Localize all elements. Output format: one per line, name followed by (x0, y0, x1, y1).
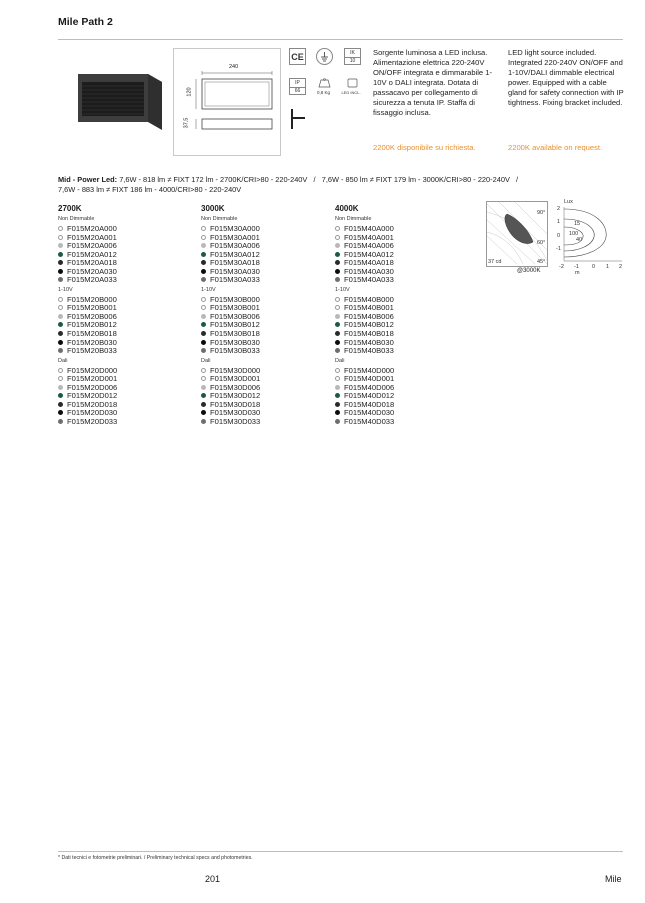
code-list (58, 367, 188, 427)
code-list (58, 225, 188, 285)
product-code: F015M40D018 (344, 399, 395, 409)
product-code: F015M40D033 (344, 416, 395, 426)
product-code: F015M20D012 (67, 391, 118, 401)
finish-color-dot-icon (335, 297, 340, 302)
finish-color-dot-icon (335, 410, 340, 415)
finish-color-dot-icon (201, 252, 206, 257)
product-code: F015M40A001 (344, 232, 394, 242)
group-label: Dali (201, 357, 211, 364)
finish-color-dot-icon (201, 340, 206, 345)
product-code: F015M20D030 (67, 408, 118, 418)
finish-color-dot-icon (201, 226, 206, 231)
y-tick-2: 2 (557, 206, 561, 212)
group-label: Dali (335, 357, 345, 364)
column-2700k (58, 204, 188, 426)
product-code: F015M30B033 (210, 346, 260, 356)
column-heading: 4000K (335, 204, 359, 213)
product-code: F015M40D030 (344, 408, 395, 418)
finish-color-dot-icon (58, 402, 63, 407)
group-label: 1-10V (201, 286, 216, 293)
finish-color-dot-icon (335, 314, 340, 319)
product-code: F015M30A012 (210, 249, 260, 259)
product-code: F015M20B000 (67, 294, 117, 304)
product-code: F015M20B001 (67, 303, 117, 313)
dimension-width: 240 (229, 64, 239, 70)
finish-color-dot-icon (58, 393, 63, 398)
ground-symbol-icon (316, 48, 333, 65)
product-code: F015M30A000 (210, 224, 260, 233)
finish-color-dot-icon (335, 243, 340, 248)
product-code: F015M20D033 (67, 416, 118, 426)
finish-color-dot-icon (58, 297, 63, 302)
brand-name: Mile (605, 874, 622, 884)
product-code: F015M40D000 (344, 365, 395, 375)
product-code: F015M40A030 (344, 266, 394, 276)
weight-icon: 0,8 Kg (316, 78, 333, 95)
finish-color-dot-icon (335, 277, 340, 282)
finish-color-dot-icon (58, 269, 63, 274)
product-code: F015M40A033 (344, 275, 394, 285)
list-item (201, 418, 331, 427)
finish-color-dot-icon (201, 314, 206, 319)
page-number: 201 (205, 874, 221, 884)
x-tick-1: 1 (606, 264, 610, 270)
note-english: 2200K available on request. (508, 143, 603, 152)
product-code: F015M30D012 (210, 391, 261, 401)
product-code: F015M40B030 (344, 337, 394, 347)
technical-drawing (173, 48, 281, 156)
product-code: F015M30D000 (210, 365, 261, 375)
ik-rating-icon: IK 10 (344, 48, 361, 65)
list-item (201, 347, 331, 356)
finish-color-dot-icon (335, 402, 340, 407)
finish-color-dot-icon (201, 322, 206, 327)
finish-color-dot-icon (335, 235, 340, 240)
ring-label-100: 100 (569, 231, 579, 237)
finish-color-dot-icon (58, 322, 63, 327)
product-code: F015M40B001 (344, 303, 394, 313)
y-tick-minus-1: -1 (556, 246, 561, 252)
code-list (335, 367, 465, 427)
x-tick-2: 2 (619, 264, 623, 270)
code-list (201, 296, 331, 356)
x-tick-minus-1: -1 (574, 264, 579, 270)
product-code: F015M30A033 (210, 275, 260, 285)
finish-color-dot-icon (58, 226, 63, 231)
product-code: F015M30A030 (210, 266, 260, 276)
product-code: F015M40B000 (344, 294, 394, 304)
product-code: F015M20B012 (67, 320, 117, 330)
product-code: F015M40B033 (344, 346, 394, 356)
group-label: Non Dimmable (335, 216, 372, 222)
header-divider (58, 39, 623, 40)
list-item (335, 418, 465, 427)
y-tick-0: 0 (557, 233, 561, 239)
finish-color-dot-icon (335, 368, 340, 373)
finish-color-dot-icon (201, 376, 206, 381)
column-heading: 3000K (201, 204, 225, 213)
code-list (201, 225, 331, 285)
finish-color-dot-icon (335, 385, 340, 390)
product-code: F015M40A006 (344, 241, 394, 251)
page-title: Mile Path 2 (58, 16, 113, 28)
x-tick-minus-2: -2 (559, 264, 564, 270)
x-tick-0: 0 (592, 264, 596, 270)
angle-90-label: 90° (537, 210, 546, 216)
product-code: F015M30D018 (210, 399, 261, 409)
product-code: F015M40D001 (344, 374, 395, 384)
product-code: F015M20D018 (67, 399, 118, 409)
product-code: F015M40A000 (344, 224, 394, 233)
description-italian: Sorgente luminosa a LED inclusa. Alimentazione elettrica 220-240V ON/OFF integrata e dimmarabile 1-10V o DALI integrata. Dotata di passacavo per collegamento di sicurezza a tenuta IP. Staffa di fissaggio inclusa. (373, 48, 493, 117)
finish-color-dot-icon (58, 260, 63, 265)
product-code: F015M30D006 (210, 382, 261, 392)
product-code: F015M30B030 (210, 337, 260, 347)
product-code: F015M20D001 (67, 374, 118, 384)
product-code: F015M30D030 (210, 408, 261, 418)
column-4000k (335, 204, 465, 426)
finish-color-dot-icon (58, 235, 63, 240)
product-code: F015M30B018 (210, 329, 260, 339)
product-image (64, 62, 166, 152)
product-code: F015M20B006 (67, 311, 117, 321)
list-item (58, 347, 188, 356)
finish-color-dot-icon (335, 260, 340, 265)
finish-color-dot-icon (201, 419, 206, 424)
finish-color-dot-icon (201, 385, 206, 390)
finish-color-dot-icon (201, 243, 206, 248)
product-code: F015M40A012 (344, 249, 394, 259)
product-code: F015M20A006 (67, 241, 117, 251)
finish-color-dot-icon (201, 260, 206, 265)
finish-color-dot-icon (58, 305, 63, 310)
product-code: F015M20B030 (67, 337, 117, 347)
product-code: F015M20B018 (67, 329, 117, 339)
product-code: F015M20B033 (67, 346, 117, 356)
product-code: F015M40B006 (344, 311, 394, 321)
finish-color-dot-icon (201, 331, 206, 336)
list-item (201, 276, 331, 285)
y-tick-1: 1 (557, 219, 561, 225)
product-code: F015M40B018 (344, 329, 394, 339)
dimension-height: 120 (186, 87, 193, 97)
list-item (58, 418, 188, 427)
ip-rating-icon: IP 66 (289, 78, 306, 95)
finish-color-dot-icon (201, 410, 206, 415)
photometry-temperature: @3000K (517, 268, 541, 274)
product-code: F015M30A018 (210, 258, 260, 268)
finish-color-dot-icon (335, 305, 340, 310)
code-list (335, 296, 465, 356)
finish-color-dot-icon (201, 235, 206, 240)
finish-color-dot-icon (335, 226, 340, 231)
product-code: F015M40B012 (344, 320, 394, 330)
ce-mark-icon: CE (289, 48, 306, 65)
led-included-icon: LED INCL. (344, 78, 361, 95)
product-code: F015M30B001 (210, 303, 260, 313)
product-code: F015M20A001 (67, 232, 117, 242)
finish-color-dot-icon (201, 368, 206, 373)
list-item (335, 276, 465, 285)
finish-color-dot-icon (335, 331, 340, 336)
product-code: F015M30B012 (210, 320, 260, 330)
column-heading: 2700K (58, 204, 82, 213)
finish-color-dot-icon (201, 269, 206, 274)
finish-color-dot-icon (58, 376, 63, 381)
product-code: F015M30B006 (210, 311, 260, 321)
product-code: F015M40D006 (344, 382, 395, 392)
finish-color-dot-icon (335, 348, 340, 353)
finish-color-dot-icon (58, 348, 63, 353)
group-label: 1-10V (335, 286, 350, 293)
dimension-depth: 37,5 (183, 117, 190, 129)
finish-color-dot-icon (58, 243, 63, 248)
ring-label-40: 40 (576, 237, 583, 243)
product-code: F015M20A033 (67, 275, 117, 285)
product-code: F015M30D033 (210, 416, 261, 426)
finish-color-dot-icon (58, 385, 63, 390)
finish-color-dot-icon (335, 393, 340, 398)
finish-color-dot-icon (58, 314, 63, 319)
angle-45-label: 45° (537, 259, 546, 265)
footer-divider (58, 851, 623, 852)
description-english: LED light source included. Integrated 220-240V ON/OFF and 1-10V/DALI dimmable electrical power. Equipped with a cable gland for safety connection with IP tightness. Fixing bracket included. (508, 48, 624, 107)
product-code: F015M20A000 (67, 224, 117, 233)
finish-color-dot-icon (58, 368, 63, 373)
group-label: Non Dimmable (58, 216, 95, 222)
power-spec-line-2: 7,6W - 883 lm ≠ FIXT 186 lm - 4000/CRI>80 - 220-240V (58, 185, 242, 194)
group-label: 1-10V (58, 286, 73, 293)
product-code: F015M40D012 (344, 391, 395, 401)
product-code: F015M30D001 (210, 374, 261, 384)
finish-color-dot-icon (58, 252, 63, 257)
finish-color-dot-icon (335, 322, 340, 327)
code-list (201, 367, 331, 427)
finish-color-dot-icon (58, 410, 63, 415)
finish-color-dot-icon (335, 376, 340, 381)
product-code: F015M40A018 (344, 258, 394, 268)
finish-color-dot-icon (335, 252, 340, 257)
angle-60-label: 60° (537, 240, 546, 246)
code-list (58, 296, 188, 356)
mounting-icon (289, 108, 309, 130)
finish-color-dot-icon (201, 348, 206, 353)
note-italian: 2200K disponibile su richiesta. (373, 143, 476, 152)
power-spec-values: 7,6W - 818 lm ≠ FIXT 172 lm - 2700K/CRI>80 - 220-240V / 7,6W - 850 lm ≠ FIXT 179 lm - 3000K/CRI>80 - 220-240V / (117, 175, 519, 184)
finish-color-dot-icon (201, 297, 206, 302)
finish-color-dot-icon (58, 277, 63, 282)
finish-color-dot-icon (201, 305, 206, 310)
group-label: Dali (58, 357, 68, 364)
finish-color-dot-icon (58, 419, 63, 424)
finish-color-dot-icon (201, 277, 206, 282)
finish-color-dot-icon (201, 402, 206, 407)
polar-diagram (486, 201, 548, 267)
finish-color-dot-icon (58, 340, 63, 345)
product-code: F015M20D006 (67, 382, 118, 392)
column-3000k (201, 204, 331, 426)
power-spec-label: Mid - Power Led: (58, 175, 118, 184)
finish-color-dot-icon (335, 269, 340, 274)
product-code: F015M20A030 (67, 266, 117, 276)
finish-color-dot-icon (201, 393, 206, 398)
illuminance-chart (556, 199, 626, 277)
finish-color-dot-icon (335, 419, 340, 424)
list-item (58, 276, 188, 285)
lux-label: Lux (564, 199, 573, 205)
finish-color-dot-icon (58, 331, 63, 336)
code-list (335, 225, 465, 285)
finish-color-dot-icon (335, 340, 340, 345)
candela-label: 37 cd (488, 259, 502, 265)
product-code: F015M30B000 (210, 294, 260, 304)
unit-label: m (575, 270, 580, 276)
product-code: F015M30A001 (210, 232, 260, 242)
product-code: F015M20A012 (67, 249, 117, 259)
group-label: Non Dimmable (201, 216, 238, 222)
product-code: F015M30A006 (210, 241, 260, 251)
product-code: F015M20D000 (67, 365, 118, 375)
product-code: F015M20A018 (67, 258, 117, 268)
ring-label-15: 15 (574, 221, 581, 227)
footnote: * Dati tecnici e fotometrie preliminari. / Preliminary technical specs and photometries. (58, 855, 253, 861)
list-item (335, 347, 465, 356)
